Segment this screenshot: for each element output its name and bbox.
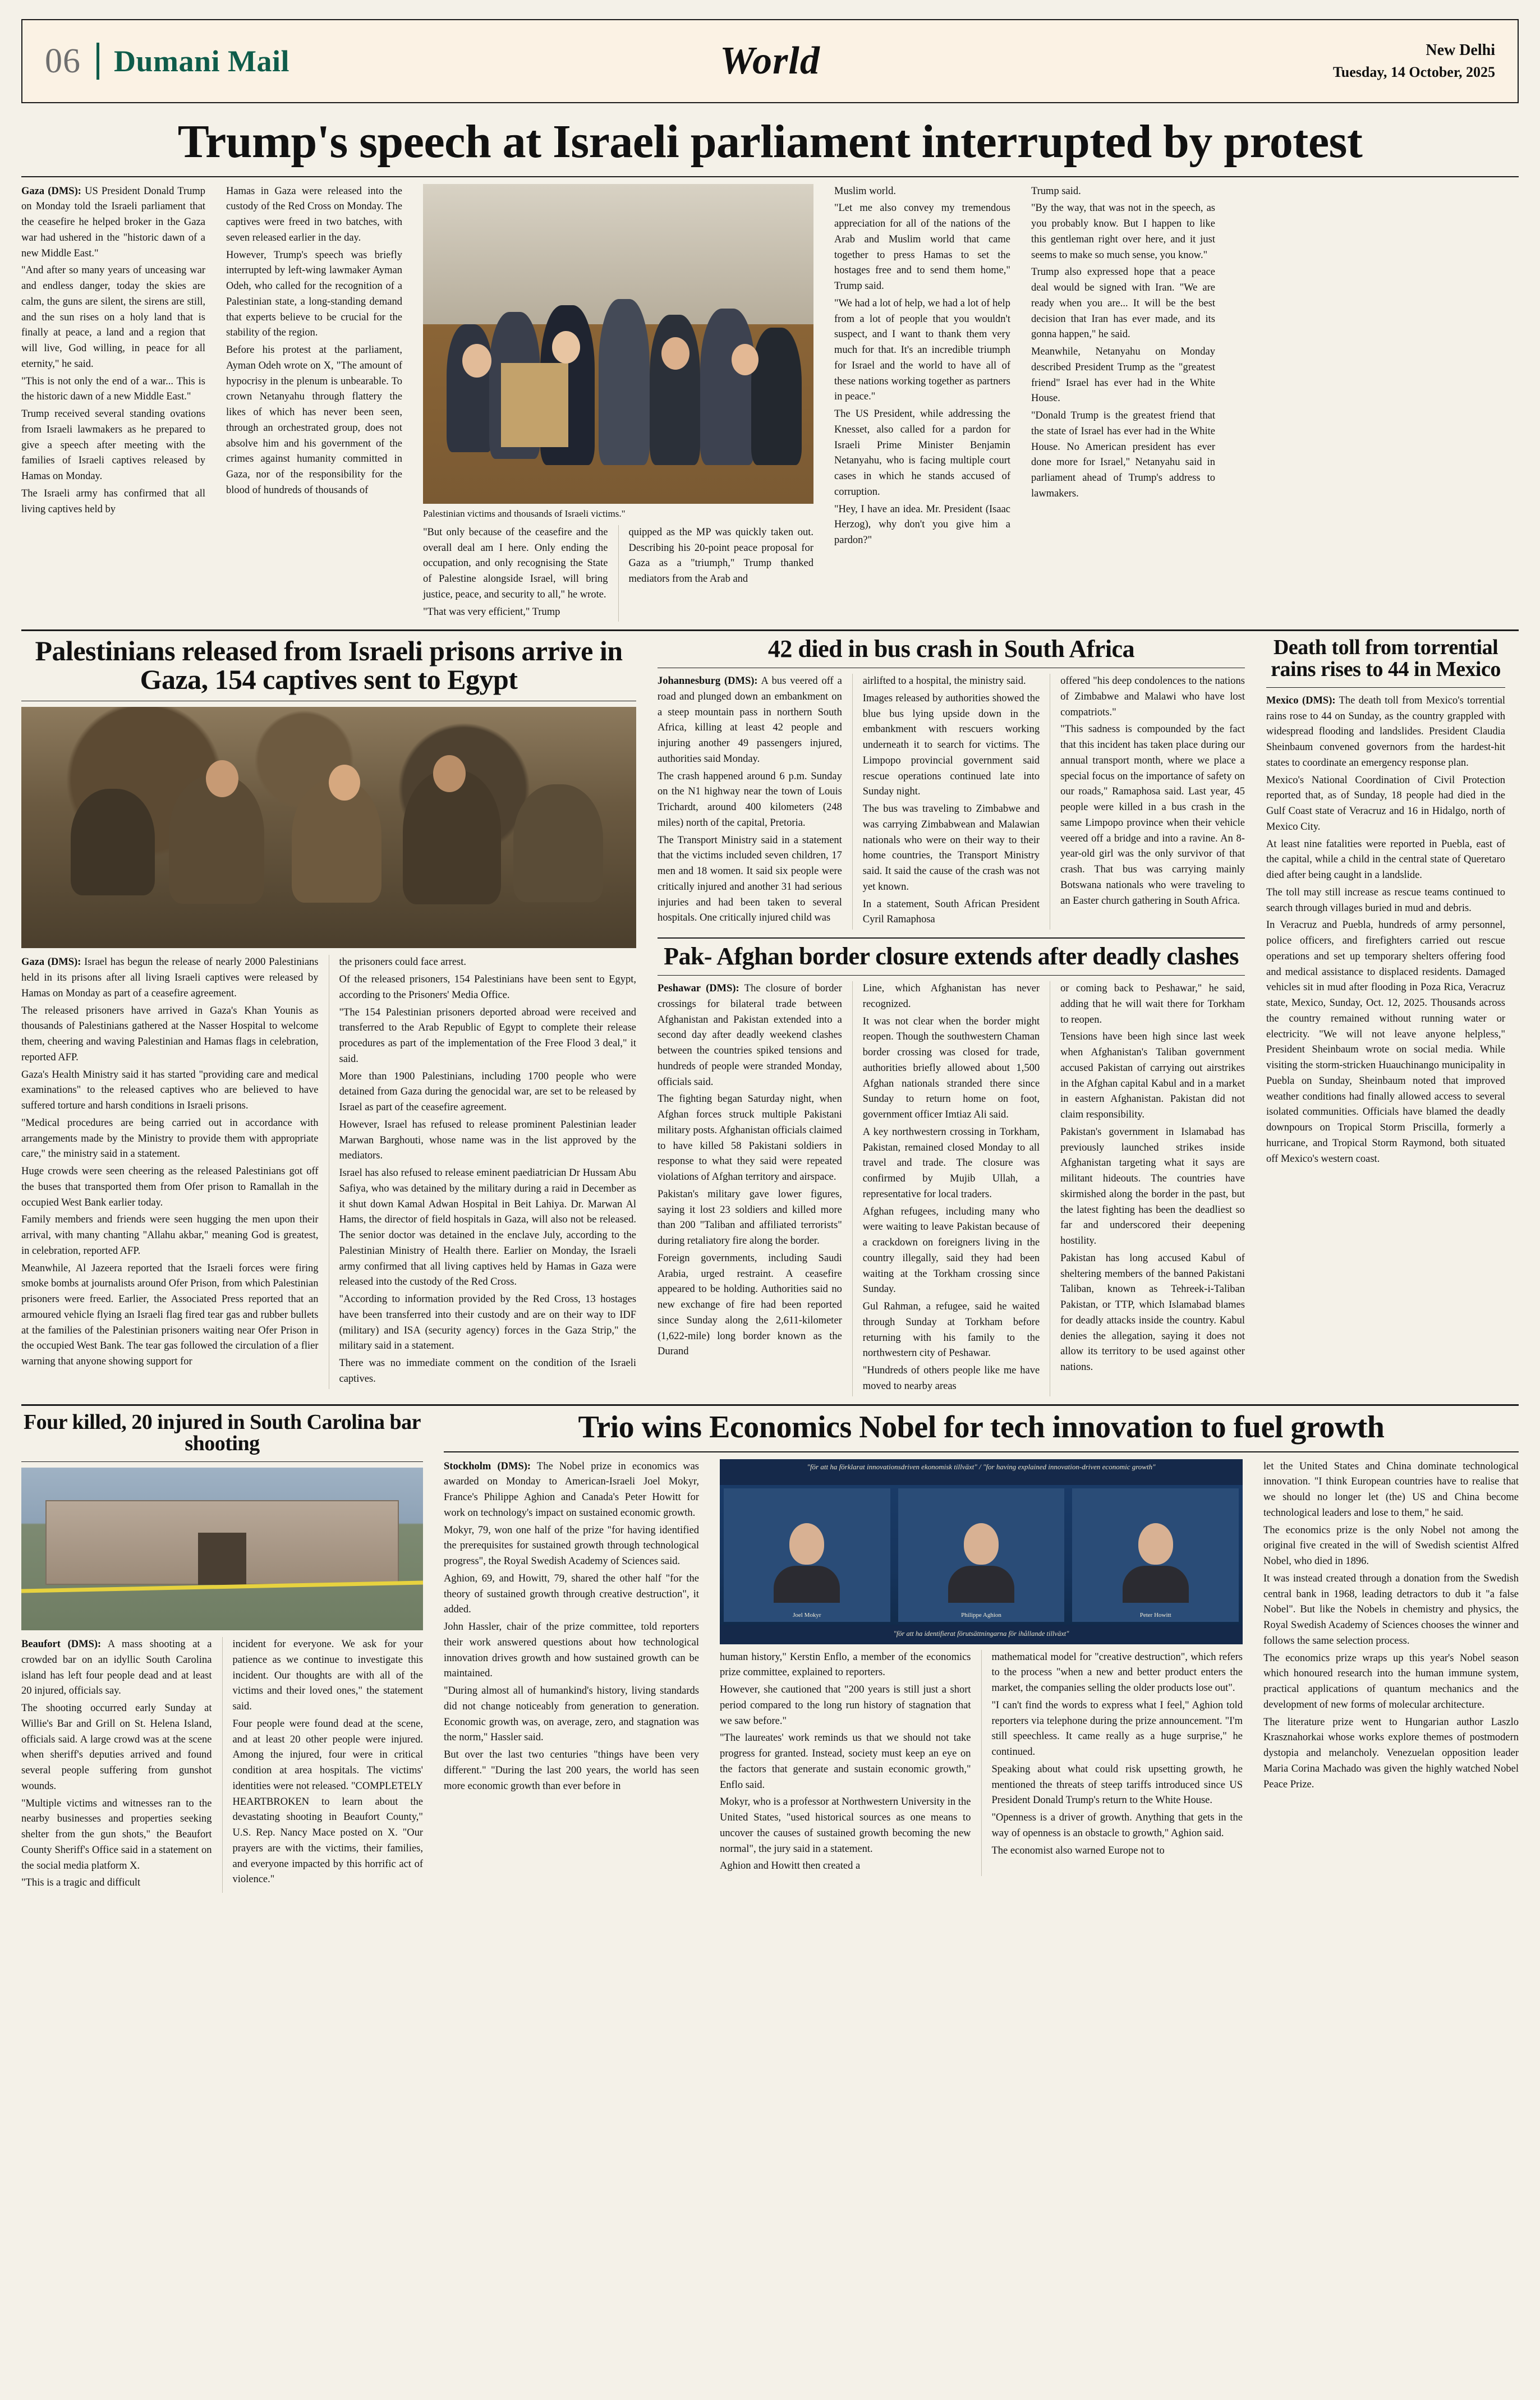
paragraph: Foreign governments, including Saudi Arabia, urged restraint. A ceasefire appeared to be holding. Authorities said no new exchange of fire had been reported since Sunday along the 2,611-kilometer (1,622-mile) long border known as the Durand (658, 1252, 842, 1358)
story-pak-afghan (658, 944, 1245, 1396)
paragraph: "According to information provided by the Red Cross, 13 hostages have been transferred into their custody and are on their way to IDF (military) and ISA (security agency) forces in the Gaza Strip," the military said in a statement. (339, 1294, 637, 1352)
edition-date: Tuesday, 14 October, 2025 (1332, 64, 1495, 81)
paragraph: The fighting began Saturday night, when Afghan forces struck multiple Pakistani military posts. Afghanistan officials claimed to have killed 58 Pakistani soldiers in response to what they said were repeated violations of Afghan territory and airspace. (658, 1093, 842, 1183)
paragraph: quipped as the MP was quickly taken out. Describing his 20-point peace proposal for Gaza as a "triumph," Trump thanked mediators from the Arab and (628, 526, 813, 585)
photo-art-crowd (21, 707, 636, 948)
paragraph: Peshawar (DMS): The closure of border crossings for bilateral trade between Afghanistan and Pakistan extended into a second day after deadly weekend clashes between the countries spiked tensions and hundreds of people were stranded Monday, officials said. (658, 983, 842, 1088)
paragraph: The Transport Ministry said in a statement that the victims included seven children, 17 men and 18 women. It said six people were critically injured and another 31 had serious injuries and had been taken to several hospitals. One critically injured child was (658, 834, 842, 924)
lead-col-5 (826, 184, 1018, 550)
paragraph: Gaza (DMS): US President Donald Trump on Monday told the Israeli parliament that the ceasefire he helped broker in the Gaza war had ushered in the "historic dawn of a new Middle East." (21, 185, 205, 259)
nobel-col-3 (984, 1650, 1243, 1877)
masthead-meta (1333, 39, 1495, 83)
paragraph: Pakistan's military gave lower figures, saying it lost 23 soldiers and killed more than 200 "Taliban and affiliated terrorists" during retaliatory fire along the border. (658, 1188, 842, 1247)
bus-col-2 (855, 674, 1047, 930)
pak-col-3 (1052, 981, 1245, 1396)
bus-headline: 42 died in bus crash in South Africa (767, 635, 1135, 663)
lead-story (21, 118, 1519, 622)
paragraph: "Hey, I have an idea. Mr. President (Isaac Herzog), why don't you give him a pardon?" (834, 503, 1010, 546)
paragraph: However, Trump's speech was briefly interrupted by left-wing lawmaker Ayman Odeh, who called for the recognition of a Palestinian state, a long-standing demand that experts believe to be crucial for the stability of the region. (226, 249, 402, 339)
story-palestinians (21, 637, 644, 1388)
column-divider (852, 674, 853, 930)
paragraph: Hamas in Gaza were released into the custody of the Red Cross on Monday. The captives were freed in two batches, with seven released earlier in the day. (226, 185, 402, 243)
paragraph: Gaza's Health Ministry said it has started "providing care and medical examinations" to the released captives who are believed to have suffered torture and harsh conditions in Israeli prisons. (21, 1069, 319, 1112)
carolina-photo (21, 1468, 423, 1630)
paragraph: "The 154 Palestinian prisoners deported abroad were received and transferred to the Arab Republic of Egypt to complete their release procedures as part of the implementation of the Free Flood 3 deal," it said. (339, 1006, 637, 1065)
paragraph: The toll may still increase as rescue teams continued to search through villages buried in mud and debris. (1266, 886, 1505, 914)
paper-name: Dumani Mail (114, 44, 290, 78)
paragraph: Huge crowds were seen cheering as the released Palestinians got off the buses that transported them from Ofer prison to Ramallah in the occupied West Bank earlier today. (21, 1166, 319, 1208)
nobel-banner-top: "för att ha förklarat innovationsdriven ekonomisk tillväxt" / "for having explained innovation-driven economic growth" (720, 1459, 1243, 1485)
middle-column-block (650, 637, 1253, 1396)
paragraph: "During almost all of humankind's history, living standards did not change noticeably from generation to generation. Economic growth was, on average, zero, and stagnation was the norm," Hassler said. (444, 1685, 699, 1744)
paragraph: The economics prize wraps up this year's Nobel season which honoured research into the human immune system, practical applications of quantum mechanics and the development of new forms of molecular architecture. (1263, 1652, 1519, 1711)
paragraph: But over the last two centuries "things have been very different." "During the last 200 years, the world has seen more economic growth than ever before in (444, 1749, 699, 1792)
paragraph: "This is not only the end of a war... This is the historic dawn of a new Middle East." (21, 375, 205, 403)
paragraph: There was no immediate comment on the condition of the Israeli captives. (339, 1358, 637, 1385)
nobel-portrait (898, 1488, 1065, 1622)
paragraph: Trump also expressed hope that a peace deal would be signed with Iran. "We are ready when you are... It will be the best decision that Iran has ever made, and its gonna happen," he said. (1031, 266, 1215, 341)
story-nobel (436, 1409, 1519, 1877)
paragraph: Tensions have been high since last week when Afghanistan's Taliban government accused Pakistan of carrying out airstrikes in the Afghan capital Kabul and in a market in eastern Afghanistan. Pakistan did not claim responsibility. (1060, 1031, 1245, 1121)
paragraph: "I can't find the words to express what I feel," Aghion told reporters via telephone during the prize announcement. "I'm still speechless. It came really as a huge surprise," he continued. (991, 1699, 1243, 1758)
paragraph: "Donald Trump is the greatest friend that the state of Israel has ever had in the White House. No American president has ever done more for Israel," Netanyahu said in parliament ahead of Trump's address to lawmakers. (1031, 410, 1215, 499)
page-number: 06 (45, 42, 81, 80)
paragraph: Gul Rahman, a refugee, said he waited through Sunday at Torkham before returning with his family to the northwestern city of Peshawar. (862, 1301, 1040, 1359)
nobel-headline: Trio wins Economics Nobel for tech innovation to fuel growth (578, 1409, 1385, 1445)
lead-photo-caption: Palestinian victims and thousands of Israeli victims." (423, 508, 626, 519)
paragraph: Mokyr, 79, won one half of the prize "for having identified the prerequisites for sustained growth through technological progress", the Royal Swedish Academy of Sciences said. (444, 1524, 699, 1567)
bottom-band (21, 1409, 1519, 1893)
lead-col-3 (423, 525, 616, 622)
paragraph: A key northwestern crossing in Torkham, Pakistan, remained closed Monday to all travel and trade. The closure was confirmed by Mujib Ullah, a representative for local traders. (862, 1126, 1040, 1200)
paragraph: Aghion, 69, and Howitt, 79, shared the other half "for the theory of sustained growth through creative destruction", it added. (444, 1573, 699, 1616)
story-carolina (21, 1412, 431, 1893)
paragraph: "But only because of the ceasefire and the overall deal am I here. Only ending the occupation, and only recognising the State of Palestine alongside Israel, will bring justice, peace, and security to all," he wrote. (423, 526, 608, 600)
paragraph: The economist also warned Europe not to (991, 1845, 1165, 1856)
rule (21, 1461, 423, 1462)
paragraph: Line, which Afghanistan has never recognized. (862, 983, 1040, 1010)
paragraph: "Multiple victims and witnesses ran to the nearby businesses and properties seeking shelter from the gun shots," the Beaufort County Sheriff's Office said in a statement on the social media platform X. (21, 1797, 212, 1872)
bus-col-3 (1052, 674, 1245, 930)
portrait-body (774, 1566, 840, 1603)
paragraph: "Medical procedures are being carried out in accordance with arrangements made by the Ministry to provide them with appropriate care," the ministry said in a statement. (21, 1117, 319, 1160)
column-divider (981, 1650, 982, 1877)
paragraph: the prisoners could face arrest. (339, 957, 467, 968)
paragraph: Of the released prisoners, 154 Palestinians have been sent to Egypt, according to the Prisoners' Media Office. (339, 974, 637, 1001)
middle-band (21, 637, 1519, 1396)
paragraph: "Openness is a driver of growth. Anything that gets in the way of openness is an obstacle to growth," Aghion said. (991, 1812, 1243, 1839)
paragraph: However, she cautioned that "200 years is still just a short period compared to the long run history of stagnation that we saw before." (720, 1684, 971, 1727)
photo-art-knesset (423, 184, 813, 504)
paragraph: Pakistan's government in Islamabad has previously launched strikes inside Afghanistan targeting what it says are militant hideouts. The countries have skirmished along the border in the past, but the latest fighting has been the deadliest so far and underscored their deepening hostility. (1060, 1126, 1245, 1247)
paragraph: Afghan refugees, including many who were waiting to leave Pakistan because of a crackdown on foreigners living in the country illegally, said they had been waiting at the Torkham crossing since Sunday. (862, 1206, 1040, 1295)
paragraph: offered "his deep condolences to the nations of Zimbabwe and Malawi who have lost compatriots." (1060, 675, 1245, 718)
section-rule (21, 629, 1519, 631)
paragraph: Before his protest at the parliament, Ayman Odeh wrote on X, "The amount of hypocrisy in the plenum is unbearable. To crown Netanyahu through flattery the likes of which has never been seen, through an orchestrated group, does not absolve him and his government of the crimes against humanity committed in Gaza, nor of the responsibility for the blood of hundreds of thousands of (226, 344, 402, 496)
palestinians-col-2 (332, 955, 637, 1388)
paragraph: The released prisoners have arrived in Gaza's Khan Younis as thousands of Palestinians gathered at the Nasser Hospital to welcome them, cheering and waving Palestinian and Hamas flags in celebration, reported AFP. (21, 1005, 319, 1063)
paragraph: "The laureates' work reminds us that we should not take progress for granted. Instead, society must keep an eye on the factors that generate and sustain economic growth," Enflo said. (720, 1732, 971, 1791)
paragraph: It was not clear when the border might reopen. Though the southwestern Chaman border crossing was closed for trade, authorities briefly allowed about 1,500 Afghan nationals stranded there since Sunday to return home on foot, government officer Imtiaz Ali said. (862, 1015, 1040, 1121)
rule (1266, 687, 1505, 688)
paragraph: The crash happened around 6 p.m. Sunday on the N1 highway near the town of Louis Trichardt, around 400 kilometers (248 miles) north of the capital, Pretoria. (658, 770, 842, 829)
paragraph: Mexico's National Coordination of Civil Protection reported that, as of Sunday, 18 people had died in the Gulf Coast state of Veracruz and 16 in Hidalgo, north of Mexico City. (1266, 774, 1505, 833)
section-rule (658, 937, 1245, 939)
paragraph: It was instead created through a donation from the Swedish central bank in 1968, leading detractors to dub it "a false Nobel". But like the Nobels in chemistry and physics, the Royal Swedish Academy of Sciences chooses the winner and follows the same selection process. (1263, 1573, 1519, 1647)
lead-photo (423, 184, 813, 504)
paragraph: Images released by authorities showed the blue bus lying upside down in the embankment with rescuers working underneath it to search for victims. The Limpopo provincial government said rescue operations continued late into Sunday night. (862, 692, 1040, 798)
paragraph: The literature prize went to Hungarian author Laszlo Krasznahorkai whose works explore themes of postmodern dystopia and melancholy. Venezuelan opposition leader Maria Corina Machado was given the highly watched Nobel Peace Prize. (1263, 1716, 1519, 1790)
paragraph: Aghion and Howitt then created a (720, 1860, 861, 1872)
paragraph: The Israeli army has confirmed that all living captives held by (21, 488, 205, 515)
paragraph: "We had a lot of help, we had a lot of help from a lot of people that you wouldn't suspect, and I want to thank them very much for that. It's an incredible triumph for Israel and the world to have all of these nations working together as partners in peace." (834, 297, 1010, 403)
paragraph: John Hassler, chair of the prize committee, told reporters their work answered questions about how technological innovation drives growth and how sustained growth can be maintained. (444, 1621, 699, 1680)
portrait-name: Philippe Aghion (961, 1611, 1001, 1619)
column-divider (618, 525, 619, 622)
paragraph: Beaufort (DMS): A mass shooting at a crowded bar on an idyllic South Carolina island has left four people dead and at least 20 injured, officials say. (21, 1639, 212, 1697)
portrait-body (948, 1566, 1014, 1603)
column-divider (852, 981, 853, 1396)
pak-col-1 (658, 981, 850, 1396)
story-mexico (1258, 637, 1505, 1169)
rule (444, 1451, 1519, 1452)
paragraph: More than 1900 Palestinians, including 1700 people who were detained from Gaza during the genocidal war, are set to be released by Israel as part of the ceasefire agreement. (339, 1070, 637, 1114)
rule (658, 975, 1245, 976)
portrait-name: Joel Mokyr (793, 1611, 821, 1619)
section-rule (21, 1404, 1519, 1406)
paragraph: However, Israel has refused to release prominent Palestinian leader Marwan Barghouti, whose name was in the list approved by the mediators. (339, 1119, 637, 1162)
portrait-body (1123, 1566, 1189, 1603)
nobel-portrait-row (720, 1488, 1243, 1622)
nobel-col-4 (1256, 1459, 1519, 1795)
story-bus (658, 637, 1245, 930)
portrait-face (789, 1523, 824, 1565)
masthead-divider (96, 43, 99, 80)
paragraph: The economics prize is the only Nobel not among the original five created in the will of Swedish scientist Alfred Nobel, who died in 1896. (1263, 1524, 1519, 1567)
photo-art-door (198, 1533, 246, 1585)
pak-afghan-headline: Pak- Afghan border closure extends after deadly clashes (664, 942, 1239, 971)
nobel-portrait (1072, 1488, 1239, 1622)
paragraph: mathematical model for "creative destruction", which refers to the process "when a new and better product enters the market, the companies selling the older products lose out". (991, 1651, 1243, 1694)
lead-col-6 (1023, 184, 1215, 504)
paragraph: Speaking about what could risk upsetting growth, he mentioned the threats of steep tariffs introduced since US President Donald Trump's return to the White House. (991, 1763, 1243, 1806)
portrait-face (964, 1523, 999, 1565)
lead-col-4 (620, 525, 813, 622)
paragraph: The shooting occurred early Sunday at Willie's Bar and Grill on St. Helena Island, officials said. A large crowd was at the scene when sheriff's deputies arrived and found several people suffering from gunshot wounds. (21, 1703, 212, 1792)
nobel-portrait (724, 1488, 890, 1622)
nobel-col-1 (444, 1459, 707, 1796)
paragraph: Meanwhile, Al Jazeera reported that the Israeli forces were firing smoke bombs at journalists around Ofer Prison, from which Palestinian prisoners were freed. Earlier, the Associated Press reported that an armoured vehicle flying an Israeli flag fired tear gas and rubber bullets at the families of the Palestinian prisoners waiting near Ofer Prison in the occupied West Bank. The tear gas followed the circulation of a flier warning that anyone showing support for (21, 1262, 319, 1368)
paragraph: Israel has also refused to release eminent paediatrician Dr Hussam Abu Safiya, who was detained by the military during a raid in December as it shut down Kamal Adwan Hospital in Beit Lahiya. Dr. Marwan Al Hams, the director of field hospitals in Gaza, will also not be released. The senior doctor was detained in the enclave July, according to the Palestinian Ministry of Health there. Earlier on Monday, the Israeli army confirmed that all living captives held by Hamas in Gaza were released into the custody of the Red Cross. (339, 1167, 637, 1288)
lead-col-1 (21, 184, 213, 519)
paragraph: Pakistan has long accused Kabul of sheltering members of the banned Pakistani Taliban, known as Tehreek-i-Taliban Pakistan, or TTP, which Islamabad blames for deadly attacks inside the country. Kabul denies the allegation, saying it does not allow its territory to be used against other nations. (1060, 1252, 1245, 1373)
paragraph: human history," Kerstin Enflo, a member of the economics prize committee, explained to reporters. (720, 1651, 971, 1679)
portrait-name: Peter Howitt (1139, 1611, 1171, 1619)
paragraph: In a statement, South African President Cyril Ramaphosa (862, 898, 1040, 926)
carolina-col-1 (21, 1637, 220, 1893)
mexico-headline: Death toll from torrential rains rises to 44 in Mexico (1271, 636, 1501, 682)
paragraph: "That was very efficient," Trump (423, 606, 560, 618)
mexico-body (1266, 693, 1505, 1167)
nobel-photo (720, 1459, 1243, 1644)
palestinians-col-1 (21, 955, 327, 1388)
lead-headline: Trump's speech at Israeli parliament interrupted by protest (177, 116, 1363, 168)
photo-art-bar (21, 1468, 423, 1630)
paragraph: airlifted to a hospital, the ministry said. (862, 675, 1026, 687)
paragraph: Four people were found dead at the scene, and at least 20 other people were injured. Among the injured, four were in critical condition at area hospitals. The victims' identities were not released. "COMPLETELY HEARTBROKEN to learn about the devastating shooting in Beaufort County," U.S. Rep. Nancy Mace posted on X. "Our prayers are with the victims, their families, and everyone impacted by this horrific act of violence." (232, 1718, 423, 1886)
column-divider (222, 1637, 223, 1893)
paragraph: "Hundreds of others people like me have moved to nearby areas (862, 1365, 1040, 1392)
palestinians-photo (21, 707, 636, 948)
section-title: World (720, 39, 820, 82)
paragraph: At least nine fatalities were reported in Puebla, east of the capital, while a child in the central state of Queretaro died after being caught in a landslide. (1266, 838, 1505, 881)
paragraph: Johannesburg (DMS): A bus veered off a road and plunged down an embankment on a steep mountain pass in northern South Africa, killing at least 42 people and injuring another 49 passengers injured, authorities said Monday. (658, 675, 842, 765)
paragraph: Gaza (DMS): Israel has begun the release of nearly 2000 Palestinians held in its prisons after all living Israeli captives were released by Hamas on Monday as part of a ceasefire agreement. (21, 957, 319, 999)
paragraph: let the United States and China dominate technological innovation. "I think European countries have to realise that we should no longer let (the) US and China become technological leaders and lose to them," he said. (1263, 1460, 1519, 1519)
lead-col-2 (218, 184, 410, 500)
palestinians-headline: Palestinians released from Israeli prisons arrive in Gaza, 154 captives sent to Egypt (35, 635, 623, 696)
paragraph: Stockholm (DMS): The Nobel prize in economics was awarded on Monday to American-Israeli Joel Mokyr, France's Philippe Aghion and Canada's Peter Howitt for work on technology's impact on sustained economic growth. (444, 1460, 699, 1519)
paragraph: "This sadness is compounded by the fact that this incident has taken place during our annual transport month, where we place a special focus on the importance of safety on our roads," Ramaphosa said. Last year, 45 people were killed in a bus crash in the same Limpopo province when their vehicle veered off a bridge and into a ravine. An 8-year-old girl was the only survivor of that crash. That bus was carrying mainly Botswana nationals who were traveling to an Easter church gathering in South Africa. (1060, 724, 1245, 907)
paragraph: Trump received several standing ovations from Israeli lawmakers as he prepared to give a speech after meeting with the families of Israeli captives released by Hamas on Monday. (21, 408, 205, 482)
paragraph: or coming back to Peshawar," he said, adding that he will wait there for Torkham to reopen. (1060, 983, 1245, 1026)
paragraph: Muslim world. (834, 185, 896, 197)
lead-photo-block (415, 184, 821, 622)
paragraph: "Let me also convey my tremendous appreciation for all of the nations of the Arab and Muslim world that came together to press Hamas to set the hostages free and to send them home," Trump said. (834, 203, 1010, 292)
carolina-col-2 (224, 1637, 423, 1893)
paragraph: In Veracruz and Puebla, hundreds of army personnel, police officers, and firefighters carried out rescue operations and set up temporary shelters offering food and medical assistance to displaced residents. Damaged vehicles sit in mud after flooding in Poza Rica, Veracruz state, Mexico, Sunday, Oct. 12, 2025. Thousands across the country remained without running water or electricity. "We will not leave anyone helpless," President Sheinbaum wrote on social media. While visiting the storm-stricken Huauchinango municipality in Puebla on Sunday, Sheinbaum noted that improved weather conditions had finally allowed access to several isolated communities. Officials have blamed the deadly downpours on Tropical Storm Priscilla, formerly a hurricane, and Tropical Storm Raymond, both situated off Mexico's western coast. (1266, 919, 1505, 1165)
paragraph: Family members and friends were seen hugging the men upon their arrival, with many chanting "Allahu akbar," meaning God is greatest, in celebration, reported AFP. (21, 1214, 319, 1257)
edition-city: New Delhi (1426, 41, 1495, 59)
paragraph: Mokyr, who is a professor at Northwestern University in the United States, "used historical sources as one means to uncover the causes of sustained growth becoming the new normal", the jury said in a statement. (720, 1796, 971, 1855)
paragraph: "And after so many years of unceasing war and endless danger, today the skies are calm, the guns are silent, the sirens are still, and the sun rises on a holy land that is finally at peace, a land and a region that will live, God willing, in peace for all eternity," he said. (21, 265, 205, 370)
paragraph: "By the way, that was not in the speech, as you probably know. But I happen to like this gentleman right over here, and it just seems to make so much sense, you know." (1031, 203, 1215, 261)
pak-col-2 (855, 981, 1047, 1396)
paragraph: Mexico (DMS): The death toll from Mexico's torrential rains rose to 44 on Sunday, as the country grappled with widespread flooding and landslides. President Claudia Sheinbaum convened governors from the hardest-hit states to coordinate an emergency response plan. (1266, 695, 1505, 769)
portrait-face (1138, 1523, 1173, 1565)
nobel-banner-bottom: "för att ha identifierat förutsättningarna för ihållande tillväxt" (720, 1625, 1243, 1644)
paragraph: The US President, while addressing the Knesset, also called for a pardon for Israeli Prime Minister Benjamin Netanyahu, who is facing multiple court cases in which he stands accused of corruption. (834, 408, 1010, 498)
photo-art-nobel (720, 1459, 1243, 1644)
carolina-headline: Four killed, 20 injured in South Carolina bar shooting (23, 1410, 421, 1456)
paragraph: The bus was traveling to Zimbabwe and was carrying Zimbabwean and Malawian nationals who were on their way to their home countries, the Transport Ministry said. It said the cause of the crash was not yet known. (862, 803, 1040, 893)
nobel-photo-block (712, 1459, 1251, 1877)
paragraph: "This is a tragic and difficult (21, 1877, 141, 1889)
rule (21, 176, 1519, 177)
paragraph: incident for everyone. We ask for your patience as we continue to investigate this incident. Our thoughts are with all of the victims and their loved ones," the statement said. (232, 1639, 423, 1713)
nobel-col-2 (720, 1650, 979, 1877)
bus-col-1 (658, 674, 850, 930)
paragraph: Meanwhile, Netanyahu on Monday described President Trump as the "greatest friend" Israel has ever had in the White House. (1031, 346, 1215, 404)
masthead (21, 19, 1519, 103)
paragraph: Trump said. (1031, 185, 1081, 197)
